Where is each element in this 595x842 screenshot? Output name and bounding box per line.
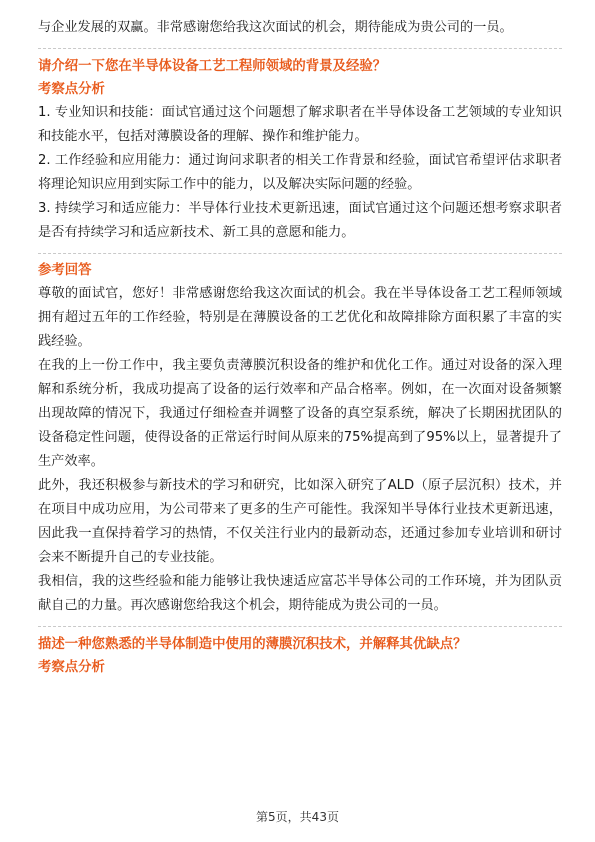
q1-answer-paragraph-2: 在我的上一份工作中，我主要负责薄膜沉积设备的维护和优化工作。通过对设备的深入理解和系统分析，我成功提高了设备的运行效率和产品合格率。例如，在一次面对设备频繁出现故障的情况下，我通过仔细检查并调整了设备的真空泵系统，解决了长期困扰团队的设备稳定性问题，使得设备的正常运行时间从原来的75%提高到了95%以上，显著提升了生产效率。 [38, 358, 562, 469]
page-number-footer: 第5页，共43页 [256, 810, 339, 824]
previous-answer-tail: 与企业发展的双赢。非常感谢您给我这次面试的机会，期待能成为贵公司的一员。 [38, 20, 513, 35]
section-divider [38, 253, 562, 254]
q1-answer-paragraph-4: 我相信，我的这些经验和能力能够让我快速适应富芯半导体公司的工作环境，并为团队贡献自己的力量。再次感谢您给我这个机会，期待能成为贵公司的一员。 [38, 574, 562, 613]
question-divider [38, 626, 562, 627]
question-divider [38, 48, 562, 49]
page-content [38, 16, 562, 679]
q2-analysis-heading: 考察点分析 [38, 660, 105, 675]
q1-analysis-point-2: 2. 工作经验和应用能力：通过询问求职者的相关工作背景和经验，面试官希望评估求职者将理论知识应用到实际工作中的能力，以及解决实际问题的经验。 [38, 153, 562, 192]
q1-answer-paragraph-3: 此外，我还积极参与新技术的学习和研究，比如深入研究了ALD（原子层沉积）技术，并在项目中成功应用，为公司带来了更多的生产可能性。我深知半导体行业技术更新迅速，因此我一直保持着学习的热情，不仅关注行业内的最新动态，还通过参加专业培训和研讨会来不断提升自己的专业技能。 [38, 478, 562, 565]
q1-analysis-point-1: 1. 专业知识和技能：面试官通过这个问题想了解求职者在半导体设备工艺领域的专业知识和技能水平，包括对薄膜设备的理解、操作和维护能力。 [38, 105, 562, 144]
question-1-title: 请介绍一下您在半导体设备工艺工程师领域的背景及经验？ [38, 59, 387, 74]
question-2-title: 描述一种您熟悉的半导体制造中使用的薄膜沉积技术，并解释其优缺点？ [38, 637, 467, 652]
q1-analysis-point-3: 3. 持续学习和适应能力：半导体行业技术更新迅速，面试官通过这个问题还想考察求职者是否有持续学习和适应新技术、新工具的意愿和能力。 [38, 201, 562, 240]
q1-analysis-heading: 考察点分析 [38, 82, 105, 97]
q1-answer-paragraph-1: 尊敬的面试官，您好！非常感谢您给我这次面试的机会。我在半导体设备工艺工程师领域拥有超过五年的工作经验，特别是在薄膜设备的工艺优化和故障排除方面积累了丰富的实践经验。 [38, 286, 562, 349]
q1-answer-heading: 参考回答 [38, 263, 92, 278]
